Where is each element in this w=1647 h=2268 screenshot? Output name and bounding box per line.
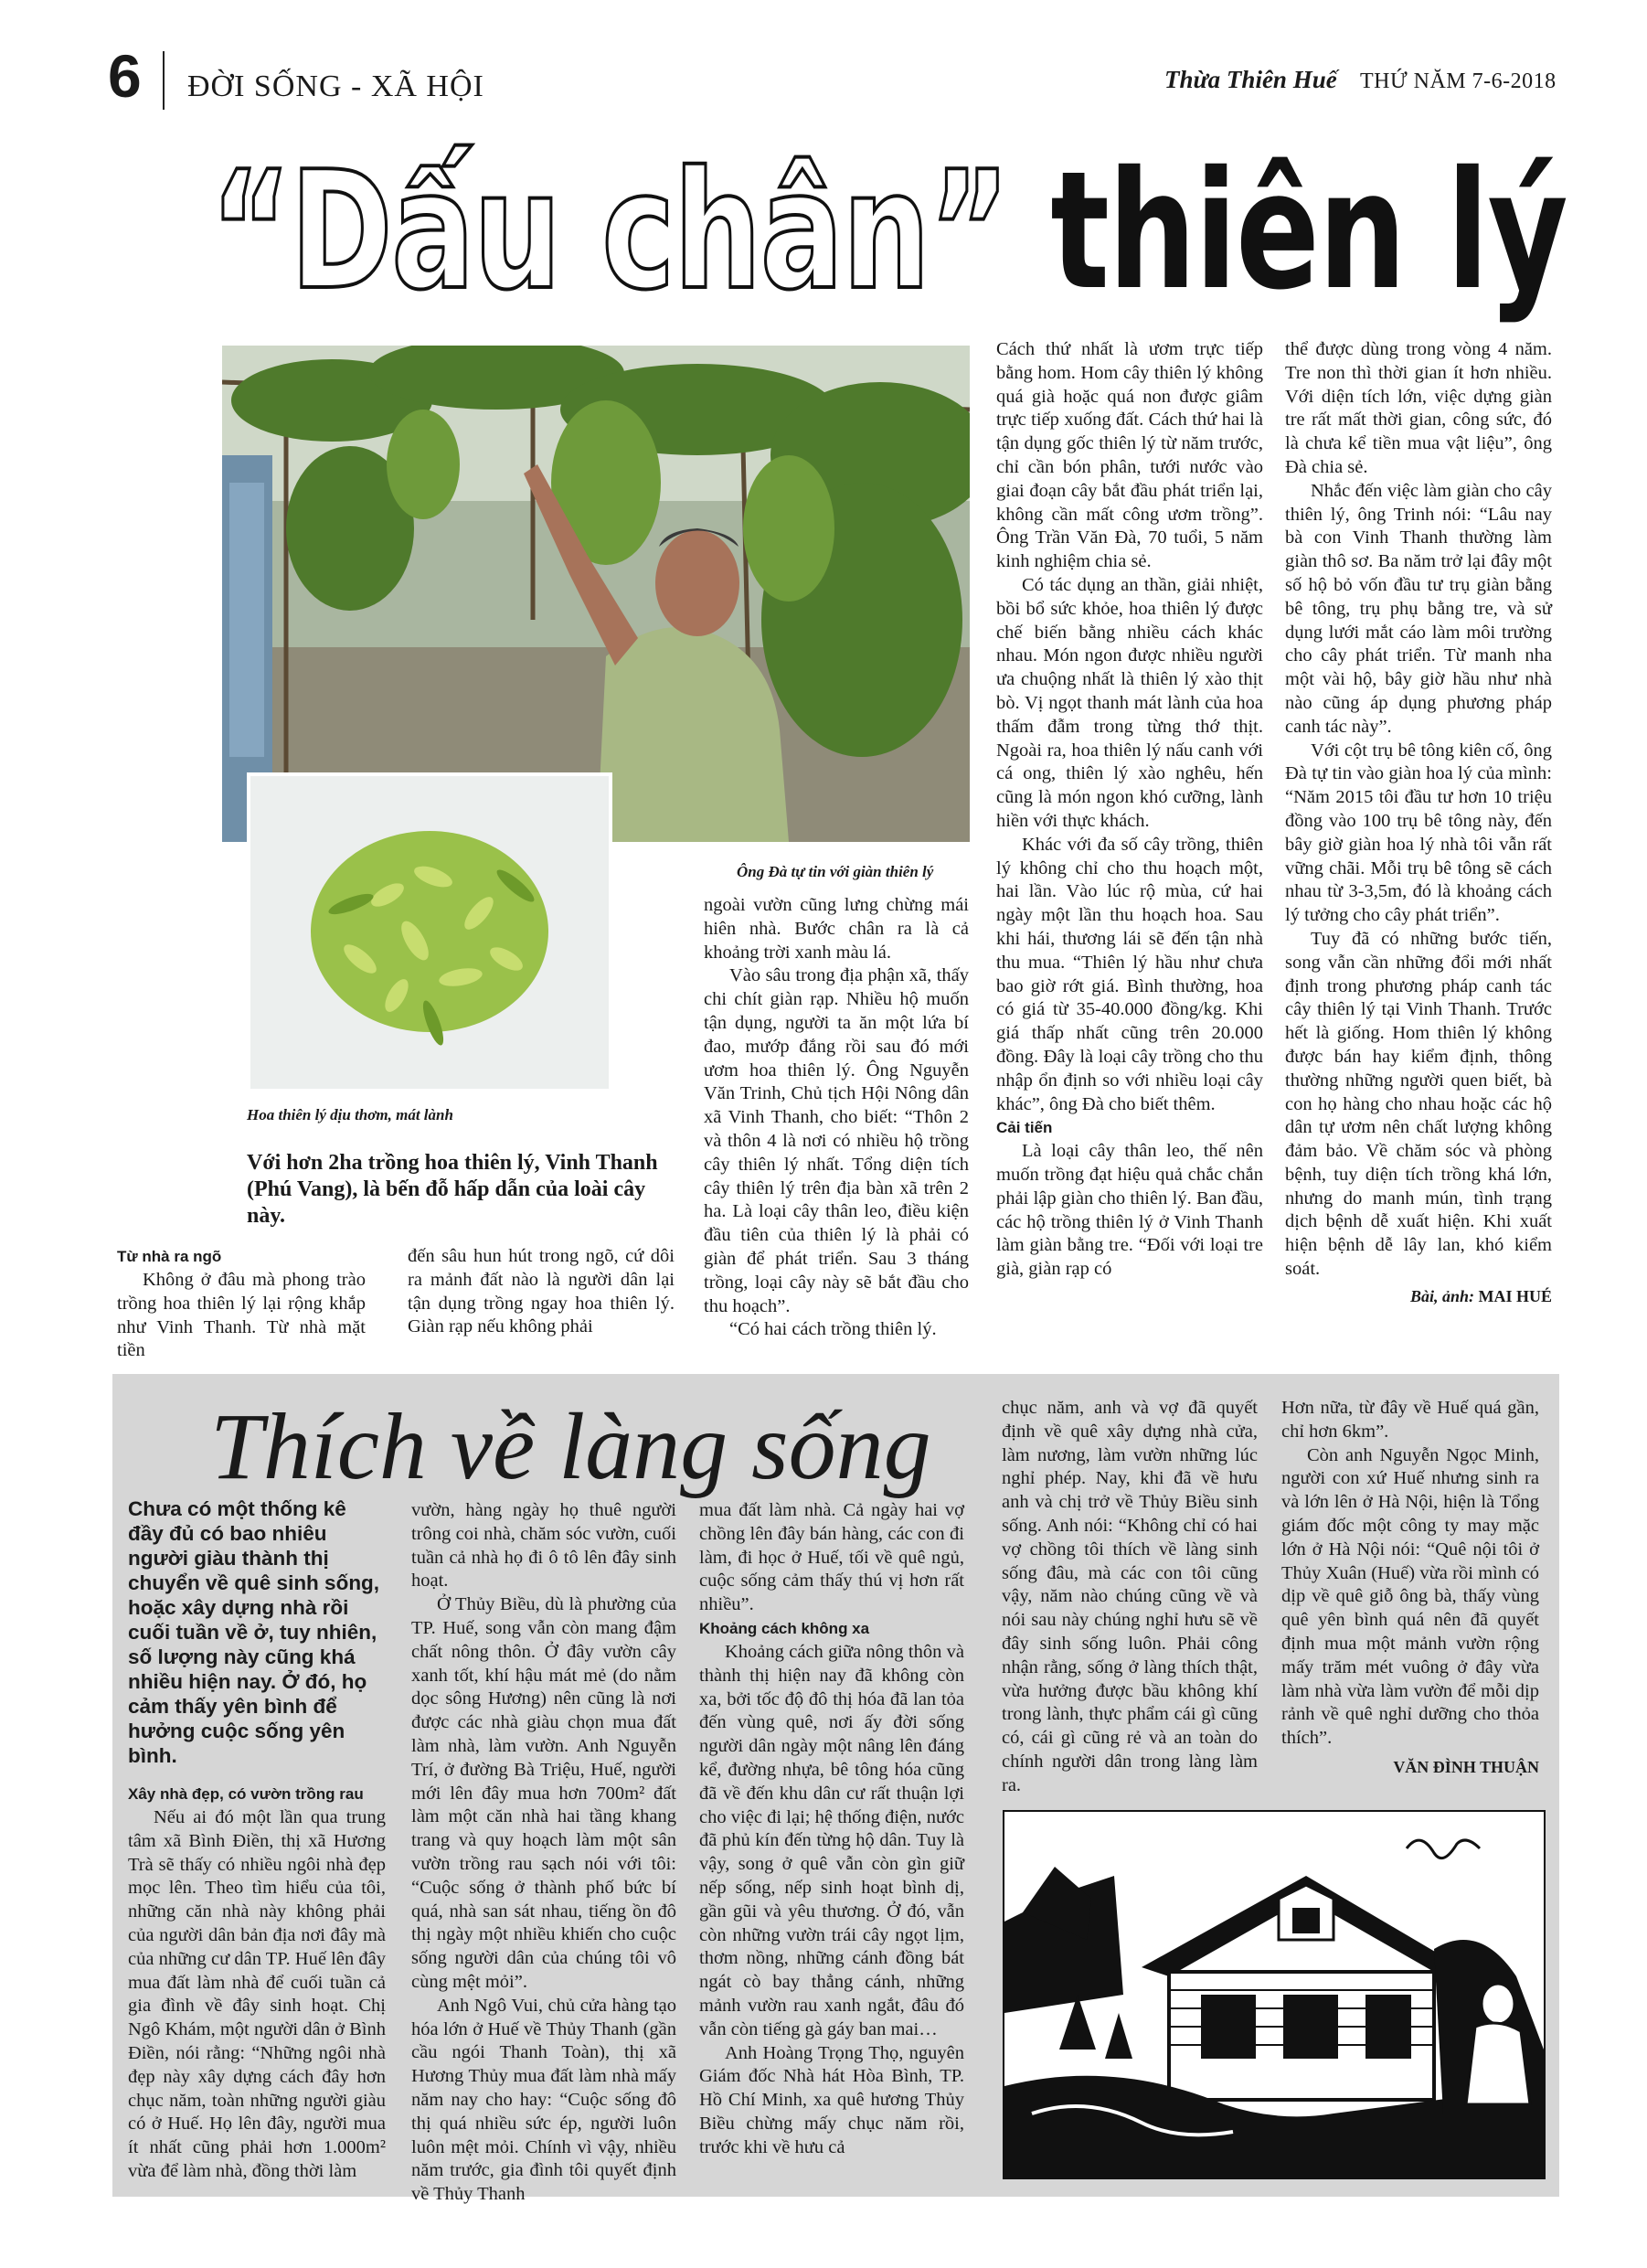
- inset-photo-caption: Hoa thiên lý dịu thơm, mát lành: [247, 1106, 453, 1123]
- paragraph: Anh Ngô Vui, chủ cửa hàng tạo hóa lớn ở Huế về Thủy Thanh (gần cầu ngói Thanh Toàn), thị xã Hương Thủy mua đất làm nhà mấy năm nay cho hay: “Cuộc sống đô thị quá nhiều sức ép, người luôn luôn mệt mỏi. Chính vì vậy, nhiều năm trước, gia đình tôi quyết định về Thủy Thanh: [411, 1995, 676, 2205]
- paragraph: thể được dùng trong vòng 4 năm. Tre non thì thời gian ít hơn nhiều. Với diện tích lớn, việc dựng giàn tre rất mất thời gian, công sức, đó là chưa kể tiền mua vật liệu”, ông Đà chia sẻ.: [1285, 339, 1552, 477]
- page-number: 6: [108, 42, 142, 110]
- headline-outline-part: “Dấu chân”: [210, 136, 1009, 325]
- article1-column-1: [117, 1245, 366, 1363]
- paragraph: Là loại cây thân leo, thế nên muốn trồng đạt hiệu quả chắc chắn phải lập giàn cho thiên lý. Ban đầu, các hộ trồng thiên lý ở Vinh Thanh làm giàn bằng tre. “Đối với loại tre già, giàn rạp có: [996, 1141, 1263, 1280]
- paragraph: Có tác dụng an thần, giải nhiệt, bồi bổ sức khỏe, hoa thiên lý được chế biến bằng nhiều cách khác nhau. Món ngon được nhiều người ưa chuộng nhất là thiên lý xào thịt bò. Vị ngọt thanh mát lành của hoa thấm đẫm trong từng thớ thịt. Ngoài ra, hoa thiên lý nấu canh với cá ong, thiên lý xào nghêu, hến cũng là món ngon khó cưỡng, lành hiền với thực khách.: [996, 574, 1263, 831]
- headline-solid-part: thiên lý: [1050, 136, 1567, 325]
- article2-column-5: [1281, 1397, 1539, 1780]
- subheading: Từ nhà ra ngõ: [117, 1248, 222, 1265]
- paragraph: Cách thứ nhất là ươm trực tiếp bằng hom. Hom cây thiên lý không quá già hoặc quá non được giâm trực tiếp xuống đất. Cách thứ hai là tận dụng gốc thiên lý từ năm trước, chỉ cần bón phân, tưới nước vào giai đoạn cây bắt đầu phát triển lại, không cần mất công ươm trồng”. Ông Trần Văn Đà, 70 tuổi, 5 năm kinh nghiệm chia sẻ.: [996, 339, 1263, 572]
- byline-prefix: Bài, ảnh:: [1409, 1286, 1474, 1305]
- paragraph: Tuy đã có những bước tiến, song vẫn cần những đổi mới nhất định trong phương pháp canh tác cây thiên lý tại Vinh Thanh. Trước hết là giống. Hom thiên lý không được bán hay kiểm định, thông thường những người quen biết, bà con họ hàng cho nhau hoặc các hộ dân tự ươm nên chất lượng không đảm bảo. Về chăm sóc và phòng bệnh, tuy diện tích trồng khá lớn, nhưng do manh mún, tình trạng dịch bệnh dễ xuất hiện. Khi xuất hiện bệnh dễ lây lan, khó kiểm soát.: [1285, 928, 1552, 1280]
- newspaper-name: Thừa Thiên Huế: [1164, 66, 1337, 93]
- header-divider: [163, 51, 165, 110]
- paragraph: Với cột trụ bê tông kiên cố, ông Đà tự tin vào giàn hoa lý của mình: “Năm 2015 tôi đầu tư hơn 10 triệu đồng vào 100 trụ bê tông này, đến bây giờ giàn hoa lý nhà tôi vẫn rất vững chãi. Mỗi trụ bê tông sẽ cách nhau từ 3-3,5m, đó là khoảng cách lý tưởng cho cây phát triển”.: [1285, 740, 1552, 926]
- article2-headline: Thích về làng sống: [210, 1394, 931, 1499]
- paragraph: Nhắc đến việc làm giàn cho cây thiên lý, ông Trinh nói: “Lâu nay bà con Vinh Thanh thường làm giàn thô sơ. Ba năm trở lại đây một số hộ bỏ vốn đầu tư trụ giàn bằng bê tông, trụ phụ bằng tre, và sử dụng lưới mắt cáo làm môi trường cho cây phát triển. Từ manh nha một vài hộ, bây giờ hầu như nhà nào cũng áp dụng phương pháp canh tác này”.: [1285, 480, 1552, 737]
- thien-ly-flowers-image: [250, 776, 609, 1089]
- subheading: Cải tiến: [996, 1119, 1053, 1137]
- paragraph: ngoài vườn cũng lưng chừng mái hiên nhà. Bước chân ra là cả khoảng trời xanh màu lá.: [704, 895, 969, 963]
- house-illustration: [1003, 1810, 1546, 2179]
- article1-column-4: [996, 338, 1263, 1282]
- paragraph: Còn anh Nguyễn Ngọc Minh, người con xứ Huế nhưng sinh ra và lớn lên ở Hà Nội, hiện là Tổng giám đốc một công ty may mặc lớn ở Hà Nội nói: “Quê nội tôi ở Thủy Xuân (Huế) vừa rồi mình có dịp về quê giỗ ông bà, thấy vùng quê yên bình quá nên đã quyết định mua một mảnh vườn rộng mấy trăm mét vuông ở đây vừa làm nhà vừa làm vườn để mỗi dịp rảnh về quê nghỉ dưỡng cho thỏa thích”.: [1281, 1444, 1539, 1749]
- paragraph: Hơn nữa, từ đây về Huế quá gần, chỉ hơn 6km”.: [1281, 1398, 1539, 1442]
- article2-column-2: [411, 1499, 676, 2207]
- paragraph: Khoảng cách giữa nông thôn và thành thị hiện nay đã không còn xa, bởi tốc độ đô thị hóa đã lan tỏa đến vùng quê, nơi ấy đời sống người dân ngày một nâng lên đáng kể, đường nhựa, bê tông hóa cũng đã về đến khu dân cư rất thuận lợi cho việc đi lại; hệ thống điện, nước đã phủ kín đến từng hộ dân. Tuy là vậy, song ở quê vẫn còn gìn giữ nếp sống, nếp sinh hoạt bình dị, gần gũi và yêu thương. Ở đó, vẫn còn những vườn trái cây ngọt lịm, thơm nồng, những cánh đồng bát ngát cò bay thẳng cánh, những mảnh vườn rau xanh ngắt, đâu đó vẫn còn tiếng gà gáy ban mai…: [699, 1641, 964, 2039]
- subheading: Khoảng cách không xa: [699, 1619, 870, 1637]
- article2-lede: Chưa có một thống kê đầy đủ có bao nhiêu người giàu thành thị chuyển về quê sinh sống, hoặc xây dựng nhà rồi cuối tuần về ở, tuy nhiên, số lượng này cũng khá nhiều hiện nay. Ở đó, họ cảm thấy yên bình để hưởng cuộc sống yên bình.: [128, 1497, 380, 1767]
- paragraph: vườn, hàng ngày họ thuê người trông coi nhà, chăm sóc vườn, cuối tuần cả nhà họ đi ô tô lên đây sinh hoạt.: [411, 1500, 676, 1592]
- article2-column-1: [128, 1783, 386, 2184]
- byline-author: MAI HUÉ: [1478, 1286, 1552, 1305]
- article1-column-3: [704, 894, 969, 1342]
- main-photo-caption: Ông Đà tự tin với giàn thiên lý: [737, 863, 934, 880]
- paragraph: Nếu ai đó một lần qua trung tâm xã Bình Điền, thị xã Hương Trà sẽ thấy có nhiều ngôi nhà đẹp mọc lên. Theo tìm hiểu của tôi, những căn nhà này không phải của người dân bản địa nơi đây mà của những cư dân TP. Huế lên đây mua đất làm nhà để cuối tuần cả gia đình về đây sinh hoạt. Chị Ngô Khám, một người dân ở Bình Điền, nói rằng: “Những ngôi nhà đẹp này xây dựng cách đây hơn chục năm, toàn những người giàu có ở Huế. Họ lên đây, người mua ít nhất cũng phải hơn 1.000m² vừa để làm nhà, đồng thời làm: [128, 1807, 386, 2181]
- inset-photo: [247, 772, 612, 1092]
- subheading: Xây nhà đẹp, có vườn trồng rau: [128, 1785, 364, 1803]
- article1-column-5: [1285, 338, 1552, 1309]
- paragraph: Anh Hoàng Trọng Thọ, nguyên Giám đốc Nhà hát Hòa Bình, TP. Hồ Chí Minh, xa quê hương Thủy Biều chừng mấy chục năm rồi, trước khi về hưu cả: [699, 2042, 964, 2157]
- farmer-trellis-image: [222, 346, 970, 842]
- article2-byline: VĂN ĐÌNH THUẬN: [1393, 1757, 1539, 1776]
- section-title: ĐỜI SỐNG - XÃ HỘI: [187, 69, 484, 103]
- paragraph: Ở Thủy Biều, dù là phường của TP. Huế, song vẫn còn mang đậm chất nông thôn. Ở đây vườn cây xanh tốt, khí hậu mát mẻ (do nằm dọc sông Hương) nên cũng là nơi được các nhà giàu chọn mua đất làm nhà, làm vườn. Anh Nguyễn Trí, ở đường Bà Triệu, Huế, người mới lên đây mua hơn 700m² đất làm một căn nhà hai tầng khang trang và quy hoạch làm một sân vườn trồng rau sạch nói với tôi: “Cuộc sống ở thành phố bức bí quá, nhà san sát nhau, tiếng ồn đô thị ngày một nhiều khiến cho cuộc sống người dân của chúng tôi vô cùng mệt mỏi”.: [411, 1594, 676, 1992]
- paragraph: mua đất làm nhà. Cả ngày hai vợ chồng lên đây bán hàng, các con đi làm, đi học ở Huế, tối về quê ngủ, cuộc sống cảm thấy thú vị hơn rất nhiều”.: [699, 1500, 964, 1615]
- article1-byline: [1285, 1285, 1552, 1309]
- main-photo: [222, 346, 970, 842]
- article-lede: Với hơn 2ha trồng hoa thiên lý, Vinh Thanh (Phú Vang), là bến đỗ hấp dẫn của loài cây này.: [247, 1151, 658, 1228]
- article2-column-3: [699, 1499, 964, 2160]
- article1-column-2: [408, 1245, 675, 1339]
- paragraph: Vào sâu trong địa phận xã, thấy chi chít giàn rạp. Nhiều hộ muốn tận dụng, người ta ăn một lứa bí đao, mướp đắng rồi sau đó mới ươm hoa thiên lý. Ông Nguyễn Văn Trinh, Chủ tịch Hội Nông dân xã Vinh Thanh, cho biết: “Thôn 2 và thôn 4 là nơi có nhiều hộ trồng cây thiên lý nhất. Tổng diện tích cây thiên lý trên địa bàn xã trên 2 ha. Là loại cây thân leo, điều kiện đầu tiên của thiên lý là phải có giàn để phát triển. Sau 3 tháng trồng, loại cây này sẽ bắt đầu cho thu hoạch”.: [704, 965, 969, 1316]
- paragraph: đến sâu hun hút trong ngõ, cứ dôi ra mảnh đất nào là người dân lại tận dụng trồng ngay hoa thiên lý. Giàn rạp nếu không phải: [408, 1246, 675, 1337]
- paragraph: chục năm, anh và vợ đã quyết định về quê xây dựng nhà cửa, làm nương, làm vườn những lúc nghỉ phép. Nay, khi đã về hưu anh và chị trở về Thủy Biều sinh sống. Anh nói: “Không chỉ có hai vợ chồng tôi thích về làng sinh sống đâu, mà các con tôi cũng vậy, năm nào chúng cũng về và nói sau này chúng nghỉ hưu sẽ về đây sinh sống luôn. Phải công nhận rằng, sống ở làng thích thật, vừa hưởng được bầu không khí trong lành, thực phẩm cái gì cũng có, cái gì cũng rẻ và an toàn do chính người dân trong làng làm ra.: [1002, 1398, 1258, 1795]
- article2-column-4: [1002, 1397, 1258, 1798]
- article-headline: [210, 136, 1567, 325]
- country-house-drawing: [1004, 1812, 1544, 2177]
- paragraph: Khác với đa số cây trồng, thiên lý không chỉ cho thu hoạch một, hai lần. Vào lúc rộ mùa, cứ hai ngày một lần thu hoạch hoa. Sau khi hái, thương lái sẽ đến tận nhà thu mua. “Thiên lý hầu như chưa bao giờ rớt giá. Bình thường, hoa có giá từ 35-40.000 đồng/kg. Khi giá thấp nhất cũng trên 20.000 đồng. Đây là loại cây trồng cho thu nhập ổn định so với nhiều loại cây khác”, ông Đà cho biết thêm.: [996, 834, 1263, 1114]
- paragraph: “Có hai cách trồng thiên lý.: [729, 1319, 937, 1340]
- paragraph: Không ở đâu mà phong trào trồng hoa thiên lý lại rộng khắp như Vinh Thanh. Từ nhà mặt tiền: [117, 1270, 366, 1361]
- issue-date: THỨ NĂM 7-6-2018: [1360, 69, 1557, 93]
